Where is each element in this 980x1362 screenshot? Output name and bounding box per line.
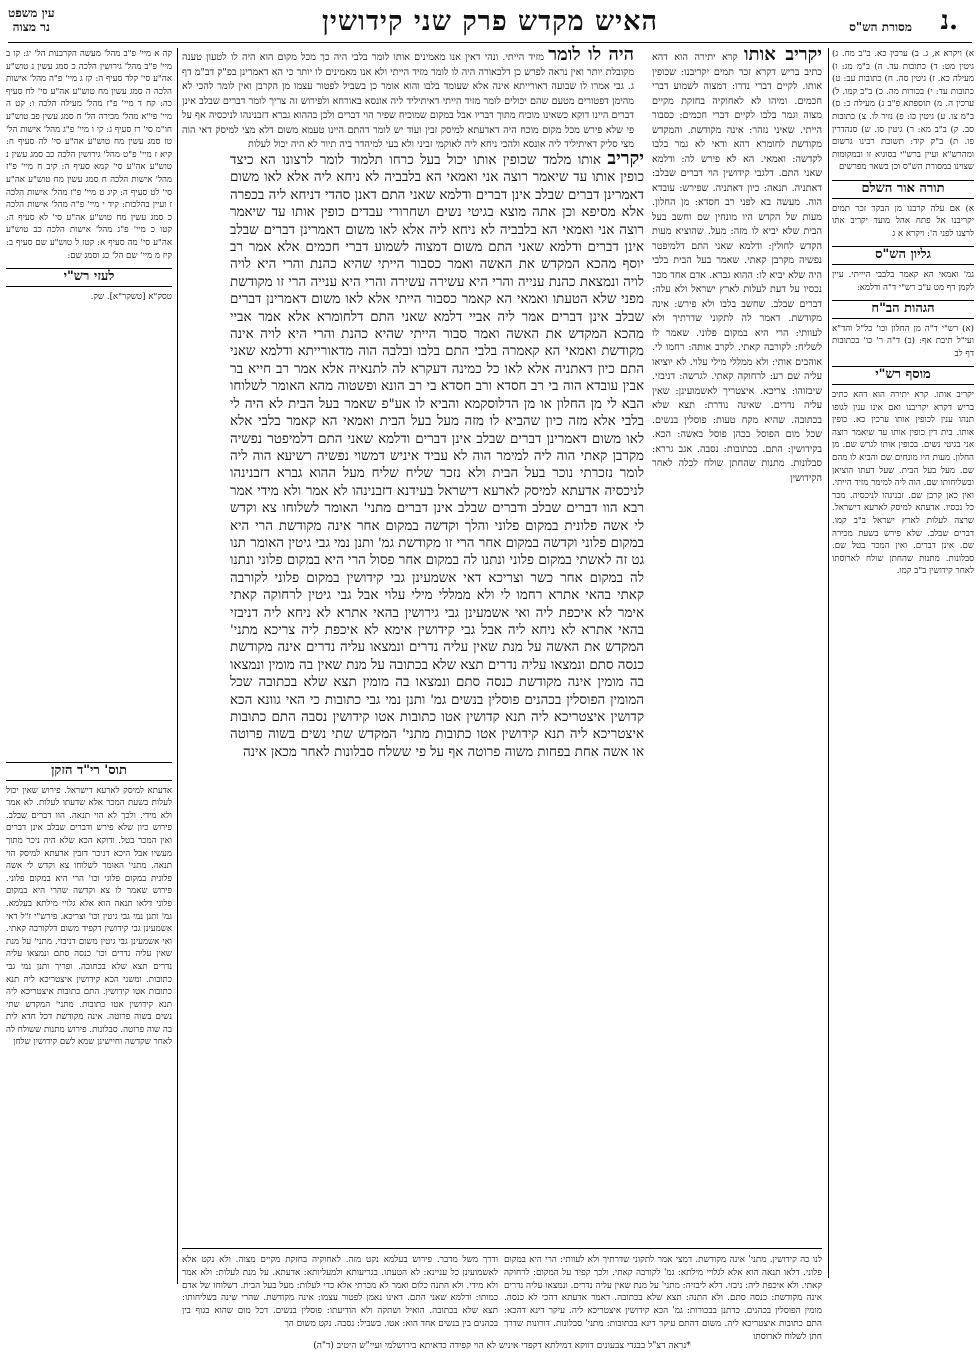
rashi-text: קרא יתירה הוא דהא כתיב בריש דקרא זכר תמים יקריבנו: שכופין אותו. לקיים דברי נדרו: דמצוה לשמוע דברי חכמים. ומיהו לא לאחוקיה בחזקת מקיים מצוה וגמר בלבו לקיים דברי חכמים: כסבור הייתי. שאיני נזהר: אינה מקודשת. והמקדש מקודשת לחומרא דהא ודאי לא גמר בלבו לקדשה: ואמאי. הא לא פירש לה: ודלמא שאני התם. דלגבי קידושין הוי דברים שבלב: דאתניה. תנאה: כיון דאתניה. שפירש: עובדא הוה. מעשה בא לפני רב חסדא: מן החלון. מעות של הקדש היו מונחין שם וחשב בעל הבית שלא יביא לו מזה: מעל. שהוציא מעות הקדש לחולין: ודלמא שאני התם דלמיפטר נפשיה מקרבן קאתי. שאמר בעל הבית בלבי היה שלא יביא לו: ההוא גברא. אדם אחד מכר נכסיו על דעת לעלות לארץ ישראל ולא עלה: דברים שבלב. שחשב בלבו ולא פירש: אינה מקודשת. דאמר לה לתקוני שדרתיך ולא לעוותי: הרי היא במקום פלוני. שאמר לו לשליח: לקורבה קאתי. לקרב אותה: רחמו לי. אוהבים אותי: ולא ממללי מילי עלוי. לא יוציאו עליה שם רע: לרחוקה קאתי. לגרשה: דניבזי. שיבזוהו: צריכא. איצטריך לאשמועינן: שאין עליה נדרים. שאינה נודרת: תצא שלא בכתובה. שהיא מקח טעות: פוסלין בנשים. שכל מום הפוסל בכהן פוסל באשה: הכא. בקידושין: התם. בכתובות: נסבה. אגב גררא: סבלונות. מתנות שהחתן שולח לכלה לאחר הקידושין: [652, 52, 822, 484]
masoret-hashas-column: [832, 48, 974, 1278]
gilyon-heading: גליון הש"ס: [832, 246, 974, 265]
bottom-commentary-left: [182, 1254, 498, 1334]
hagahot-heading: הגהות הב"ח: [832, 300, 974, 319]
page-title: האיש מקדש פרק שני קידושין: [321, 6, 659, 37]
header-rule: [8, 42, 972, 43]
tosafot-rid-column: [6, 756, 172, 1284]
laazei-rashi-text: טסק"א [טשקר"א]. שק.: [90, 291, 172, 302]
folio-number: נ.: [940, 6, 958, 36]
ein-mishpat-text: קה א מיי' פ"ב מהל' מעשה הקרבנות הל' יג: קו ב מיי' פ"ב מהל' גירושין הלכה כ סמג עשין נ טוש"ע אה"ע סי' קלד סעיף ה: קז ג מיי' פ"ה מהל' אישות הלכה ה סמג עשין מח טוש"ע אה"ע סי' לח סעיף כה: קח ד מיי' פ"ז מהל' מעילה הלכה ו: קט ה מיי' פי"א מהל' מכירה הל' ח סמג עשין פב טוש"ע חו"מ סי' רז סעיף ג: קי ו מיי' פ"ג מהל' אישות הל' טז סמג עשין מח טוש"ע אה"ע סי' לה סעיף ח: קיא ז מיי' פ"ט מהל' גירושין הלכה כב סמג עשין נ טוש"ע אה"ע סי' קמא סעיף ה: קיב ח מיי' פ"ז מהל' אישות הלכה ח סמג עשין מח טוש"ע אה"ע סי' לט סעיף ה: קיג ט מיי' פ"ז מהל' אישות הלכה ז ועיין בהלכות: קיד י מיי' פ"ה מהל' אישות הלכה כ סמג עשין מח טוש"ע אה"ע סי' לא סעיף ה: קטו כ מיי' פ"ג מהל' אישות הלכה כב טוש"ע אה"ע סי' מה סעיף א: קטז ל טוש"ע שם סעיף ב: קיז מ מיי' שם הל' כג וסמג שם:: [6, 49, 172, 261]
ein-mishpat-label: עין משפט נר מצוה: [8, 6, 55, 34]
masoret-hashas-text: א) ויקרא א, ג. ב) ערכין כא. ב"ב מח. ג) גיטין מט: ד) כתובות עד. ה) ב"מ מג: ו) מעילה כא. ז) גיטין סה. ח) כתובות עב: ט) כתובות עד: י) בכורות מה. כ) ב"ב קמו. ל) ערכין ה. מ) תוספתא פ"ב נ) מעילה כ: ס) ב"מ צו. ע) גיטין כו: פ) נזיר לו. צ) כתובות סב. ק) ב"ב מא: ר) גיטין סו. ש) סנהדרין פו. ת) ב"ק קיד: תשובת רבינו גרשום ומהרש"א ועיין ברש"י בסוגיא זו ובמקומות שצוינו במסורת הש"ס וכן בשאר מפרשים: [832, 49, 974, 173]
divider-left: [177, 48, 178, 1284]
tosafot-text: מזיד הייתי. ונהי דאין אנו מאמינים אותו לומר בלבי היה כך מכל מקום הוא היה לו לטעון טענה מקובלת יותר ואין נראה לפרש כן דלכאורה היה לו לומר מזיד הייתי ולא אנו מאמינים לו יותר כי הא דאמרינן בפ"ק דב"מ דף ג. גבי אמרו לו שבועה דאורייתא אינה אלא שעומד בלבו והוא אומר כן בשביל לפטור עצמו מן הקרבן ואין לומר להכי לא מהימן דפטורים מטעם שהם יכולים לומר מזיד הייתי דאיתיליד ליה אונסא באורחא ולפירוש זה צריך לומר דברים שבלב אינן דברים היינו דוקא כשאינו מוכיח מתוך דבריו אבל במקום שמוכיח שפיר הוי דברים ולכן בההוא גברא דזבנינהו לניכסיה אף על פי שלא פירש מכל מקום מוכח היה דאדעתא למיסק זבין ועוד יש לומר דהתם היינו טעמא משום דלא מצי למיסק דאי הוה מצי סליק דאיתיליד ליה אונסא ולהכי ניחא ליה לאוקמי זביני ולא בעי למיהדר ביה תיור לא היה יכול לעלות: [182, 52, 634, 150]
musaf-rashi-heading: מוסף רש"י: [832, 366, 974, 385]
rashi-column: [652, 44, 822, 1284]
gemara-column: [230, 150, 644, 1242]
tosafot-rid-heading: תוס' רי"ד הזקן: [6, 762, 172, 781]
footnote: *נראה דצ"ל בבגדי צבעונים דווקא דמילתא דקפדי איניש לא הוי קפידה כדאיתא בירושלמי ועיי"ש היטיב (ד"ה): [313, 1341, 691, 1351]
page-header: [8, 6, 972, 40]
laazei-rashi-heading: לעזי רש"י: [6, 268, 172, 287]
torah-or-text: א) אם עלה קרבנו מן הבקר זכר תמים יקריבנו אל פתח אהל מועד יקריב אתו לרצנו לפני ה': ויקרא א ג: [832, 203, 974, 239]
gemara-text: אותו מלמד שכופין אותו יכול בעל כרחו תלמוד לומר לרצונו הא כיצד כופין אותו עד שיאמר רוצה אני ואמאי הא בלבביה לא ניחא ליה אלא לאו משום דאמרינן דברים שבלב אינן דברים ודלמא שאני התם דאנן סהדי דניחא ליה בכפרה אלא מסיפא וכן אתה מוצא בגיטי נשים ושחרורי עבדים כופין אותו עד שיאמר רוצה אני ואמאי הא בלבביה לא ניחא ליה אלא לאו משום דאמרינן דברים שבלב אינן דברים ודלמא שאני התם משום דמצוה לשמוע דברי חכמים אלא אמר רב יוסף מהכא המקדש את האשה ואמר כסבור הייתי שהיא כהנת והרי היא לויה לויה ונמצאת כהנת ענייה והרי היא עשירה עשירה והרי היא ענייה הרי זו מקודשת מפני שלא הטעתו ואמאי הא קאמר כסבור הייתי אלא לאו משום דאמרינן דברים שבלב אינן דברים אמר ליה אביי דלמא שאני התם דלחומרא אלא אמר אביי מהכא המקדש את האשה ואמר סבור הייתי שהיא כהנת והרי היא לויה אינה מקודשת ואמאי הא קאמרה בלבי התם בלבו ובלבה הוה מדאורייתא ודלמא שאני התם כיון דאתניה אלא לאו כל כמינה דעקרא לה לתנאיה אלא אמר רב חייא בר אבין עובדא הוה בי רב חסדא ורב חסדא בי רב הונא ופשטוה מהא האומר לשלוחו הבא לי מן החלון או מן הדלוסקמא והביא לו אע"פ שאמר בעל הבית לא היה לי בלבי אלא מזה כיון שהביא לו מזה מעל בעל הבית ואמאי הא קאמר בלבי אלא לאו משום דאמרינן דברים שבלב אינן דברים ודלמא שאני התם דלמיפטר נפשיה מקרבן קאתי הוה ליה למימר הוה לא עביד איניש דמשוי נפשיה רשיעא הוה ליה לומר נזכרתי נוכר בעל הבית ולא נזכר שליח שליח מעל ההוא גברא דזבנינהו לניכסיה אדעתא למיסק לארעא דישראל בעידנא דזבנינהו לא אמר ולא מידי אמר רבא הוו דברים שבלב ודברים שבלב אינן דברים מתני' האומר לשלוחו צא וקדש לי אשה פלונית במקום פלוני והלך וקדשה במקום אחר אינה מקודשת הרי היא במקום פלוני וקדשה במקום אחר הרי זו מקודשת גמ' ותנן נמי גבי גיטין האומר תנו גט זה לאשתי במקום פלוני ונתנו לה במקום אחר פסול הרי היא במקום פלוני ונתנו לה במקום אחר כשר וצריכא דאי אשמעינן גבי קידושין במקום פלוני לקורבה קאתי בהאי אתרא רחמו לי ולא ממללי מילי עלוי אבל גבי גיטין לרחוקה קאתי אימר לא איכפת ליה ואי אשמעינן גבי גירושין בהאי אתרא לא ניחא ליה דניבזי בהאי אתרא לא ניחא ליה אבל גבי קידושין אימא לא איכפת ליה צריכא מתני' המקדש את האשה על מנת שאין עליה נדרים ונמצאו עליה נדרים אינה מקודשת כנסה סתם ונמצאו עליה נדרים תצא שלא בכתובה על מנת שאין בה מומין ונמצאו בה מומין אינה מקודשת כנסה סתם ונמצאו בה מומין תצא שלא בכתובה שכל המומין הפוסלין בכהנים פוסלין בנשים גמ' ותנן נמי גבי כתובות כי האי גוונא הכא קדושין איצטריכא ליה תנא קדושין אטו כתובות אטו קידושין נסבה התם כתובות איצטריכא ליה תנא קידושין אטו כתובות מתני' המקדש שתי נשים בשוה פרוטה או אשה אחת בפחות משוה פרוטה אף על פי ששלח סבלונות לאחר מכאן אינה: [230, 153, 644, 760]
bottom-rule: [182, 1248, 822, 1249]
rashi-heading: יקריב אותו: [744, 44, 822, 65]
gilyon-text: גמ' ואמאי הא קאמר בלבבי היייתי. עיין לקמן דף מט ע"ב רש"י ד"ה ודלמא:: [832, 269, 974, 293]
gemara-opening-word: יקריב: [607, 148, 644, 169]
tosafot-rid-text: אדעתא למיסק לארעא דישראל. פירוש שאין יכול לעלות בשעת המכר אלא שדעתו לעלות. לא אמר ולא מידי. ולכך לא הוי תנאה. הוו דברים שבלב. פירוש כיון שלא פירש ודברים שבלב אינן דברים ואין המכר בטל. ודוקא הכא שלא היה ניכר מתוך מעשיו אבל היכא דניכר דזבין אדעתא למיסק הוי תנאה. מתני' האומר לשלוחו צא וקדש לי אשה פלונית במקום פלוני וכו' הרי היא במקום פלוני. פירוש שאמר לו צא וקדשה שהרי היא במקום פלוני דלאו תנאה הוא אלא גלויי מילתא בעלמא. גמ' ותנן נמי גבי גיטין וכו' וצריכא. פירש"י ז"ל דאי אשמעינן גבי קידושין דקפיד משום דלקורבה קאתי. ואי אשמעינן גבי גיטין משום דניבזי. מתני' על מנת שאין עליה נדרים וכו' כנסה סתם ונמצאו עליה נדרים תצא שלא בכתובה. ופריך ותנן נמי גבי כתובות. ומשני הכא קידושין איצטריכא ליה תנא כתובות אטו קידושין. התם כתובות איצטריכא ליה תנא קידושין אטו כתובות. מתני' המקדש שתי נשים בשוה פרוטה. אינה מקודשת דכל חדא לית בה שוה פרוטה. סבלונות. פירוש מתנות ששולח לה לאחר שקדשה וחיישינן שמא לשם קידושין שלחן: [6, 785, 172, 1048]
musaf-rashi-text: יקריב אותו. קרא יתירה הוא דהא כתיב בריש דקרא יקריבנו ואם אינו ענין לגופו תנהו ענין לכופין אותו ערכין כא. כופין אותו. בית דין כופין אותו עד שיאמר רוצה אני בגיטי נשים. בכופין אותו לגרש שם. מן החלון. מעות היו מונחים שם והביא לו מהם שם. מעל בעל הבית. שעל דעתו הוציאן ובשליחותו שם. הוה ליה למימר מזיד הייתי. ואין כאן קרבן שם. זבנינהו לניכסיה. מכר כל נכסיו. אדעתא למיסק לארעא דישראל. שרצה לעלות לארץ ישראל ב"ב קמו. דברים שבלב. שלא פירש בשעת מכירה שם. אינן דברים. ואין המכר בטל שם. סבלונות. מתנות שהחתן שולח לארוסתו לאחר קידושין ב"ב קמו.: [832, 390, 974, 577]
torah-or-heading: תורה אור השלם: [832, 180, 974, 199]
bottom-commentary-right-text: לנו כה קידושין. מתני' אינה מקודשת. דמצי אמר לתקוני שדרתיך ולא לעוותי: הרי היא במקום פלוני. דלאו תנאה הוא אלא לגלויי מילתא: גמ' לקורבה קאתי. ולכך קפיד על המקום: לרחוקה קאתי. ולא איכפת ליה: ניבזי. דלא ליבזיה: מתני' על מנת שאין עליה נדרים. ונמצאו עליה נדרים אינה מקודשת: כנסה סתם. ולא התנה: תצא שלא בכתובה. דאמר אדעתא דהכי לא כנסה. מומין הפוסלין בכהנים. כדתנן בבכורות: גמ' הכא קידושין איצטריכא ליה. עיקר דינא דהכא: התם כתובות איצטריכא ליה. משום דהתם עיקר דינא בכתובות: מתני' סבלונות. דורונות שדרך חתן לשלוח לארוסתו: [504, 1255, 822, 1342]
tosafot-column: [182, 44, 634, 150]
bottom-commentary-right: [504, 1254, 822, 1342]
masoret-label: מסורת הש"ס: [849, 20, 912, 34]
hagahot-text: (א) רש"י ד"ה מן החלון וכו' כל"ל והד"א ועי"ל תיבת אף: (ב) ד"ה ר' כו' בכתובות דף לב: [832, 323, 974, 359]
divider-right: [828, 48, 829, 1278]
ein-mishpat-column: [6, 48, 172, 748]
tosafot-heading: היה לו לומר: [548, 44, 634, 65]
bottom-commentary-left-text: ודרך משל מדבר. פירוש בעלמא נקט מזה. לאחוקיה בחזקת מקיים מצוה. ולא נקט אלא לאשמועינן כל עניינא: לא הטעתו. בגריעותא ולמעליותא: אדעתא. על מנת לעלות: ולא אמר ולא מידי. ולא התנה כלום ואמר לא מכרתי אלא כדי לעלות: מעל בעל הבית. דשלוחו של אדם כמותו: ודלמא שאני התם. דאינו נאמן לפטור עצמו: אינה מקודשת. שהרי שינה בשליחותו: תצא שלא בכתובה. הואיל ושתקה ולא הודיעתו: פוסלין בנשים. דכל מום שהוא בגוף בין בכהנים בין בנשים אחד הוא: אטו. בשביל: נסבה. נקט משום הך: [182, 1255, 498, 1329]
